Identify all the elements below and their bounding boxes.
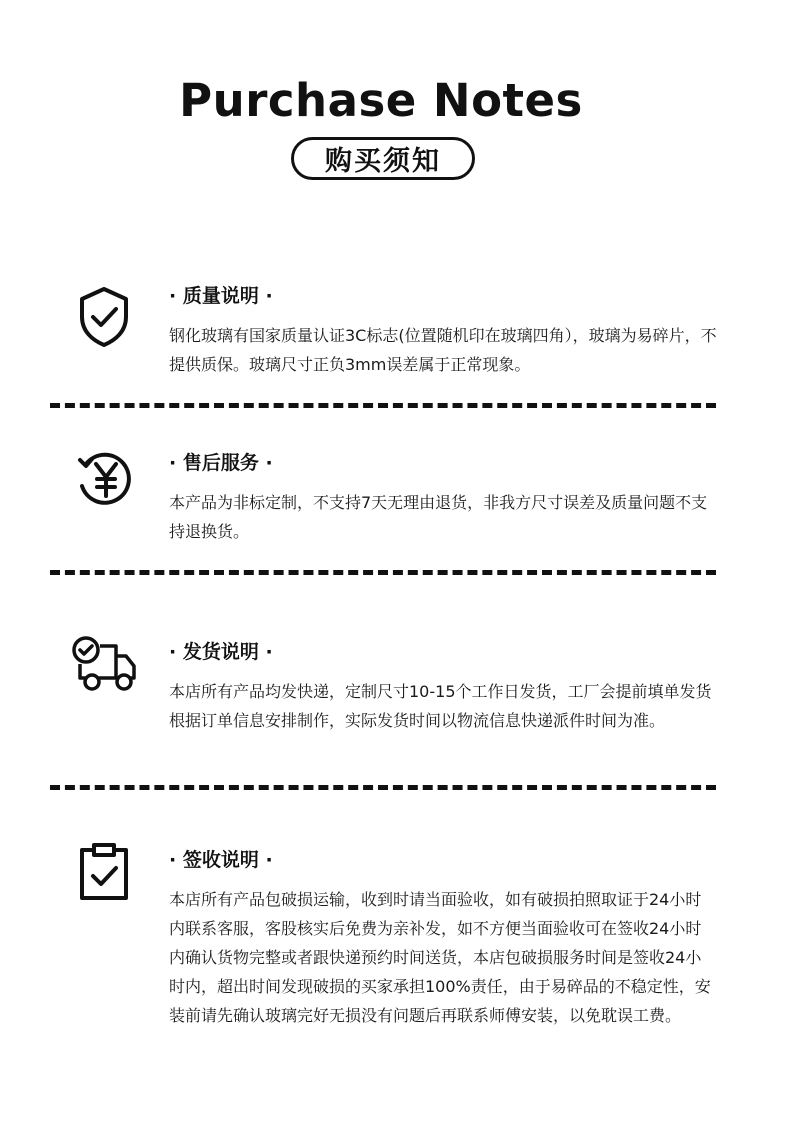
delivery-truck-icon xyxy=(70,632,138,700)
section-body-quality: 钢化玻璃有国家质量认证3C标志(位置随机印在玻璃四角），玻璃为易碎片，不提供质保。玻璃尺寸正负3mm误差属于正常现象。 xyxy=(169,326,717,374)
shield-check-icon xyxy=(70,283,138,351)
section-divider xyxy=(50,570,716,575)
section-heading-receipt: · 签收说明 · xyxy=(169,849,273,871)
yuan-refund-icon xyxy=(70,444,138,512)
section-heading-after-sales: · 售后服务 · xyxy=(169,452,273,474)
section-divider xyxy=(50,403,716,408)
page-title: Purchase Notes xyxy=(179,74,583,127)
section-divider xyxy=(50,785,716,790)
section-body-after-sales: 本产品为非标定制，不支持7天无理由退货，非我方尺寸误差及质量问题不支持退换货。 xyxy=(169,493,708,541)
clipboard-check-icon xyxy=(70,840,138,908)
section-heading-quality: · 质量说明 · xyxy=(169,285,273,307)
section-body-shipping: 本店所有产品均发快递，定制尺寸10-15个工作日发货，工厂会提前填单发货根据订单信息安排制作，实际发货时间以物流信息快递派件时间为准。 xyxy=(169,682,712,730)
page-subtitle: 购买须知 xyxy=(291,137,475,180)
section-heading-shipping: · 发货说明 · xyxy=(169,641,273,663)
section-body-receipt: 本店所有产品包破损运输，收到时请当面验收，如有破损拍照取证于24小时内联系客服，客股核实后免费为亲补发，如不方便当面验收可在签收24小时内确认货物完整或者跟快递预约时间送货，本店包破损服务时间是签收24小时内，超出时间发现破损的买家承担100%责任，由于易碎品的不稳定性，安装前请先确认玻璃完好无损没有问题后再联系师傅安装，以免耽误工费。 xyxy=(169,890,711,1025)
